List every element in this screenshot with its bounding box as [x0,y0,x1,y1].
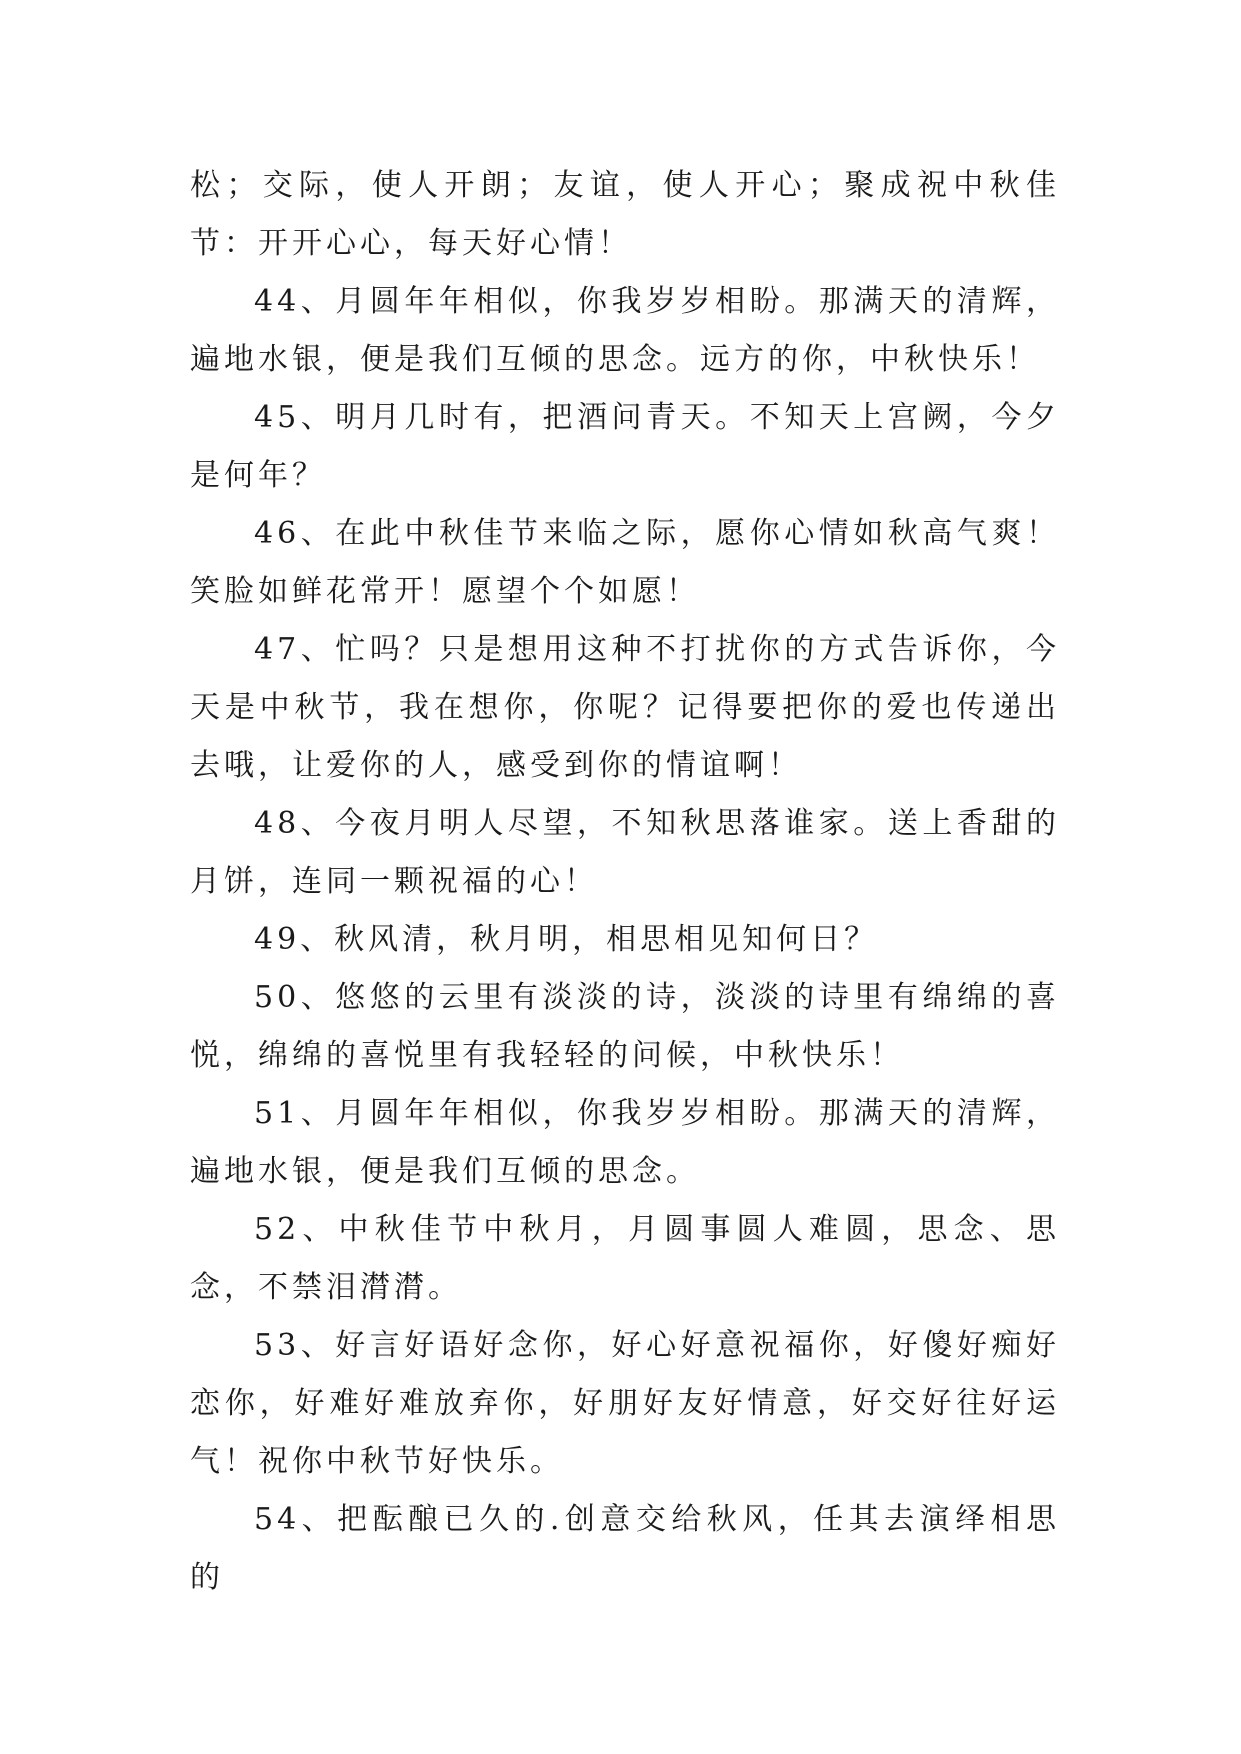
paragraph: 松；交际，使人开朗；友谊，使人开心；聚成祝中秋佳节：开开心心，每天好心情！ [190,168,1060,261]
paragraph: 51、月圆年年相似，你我岁岁相盼。那满天的清辉，遍地水银，便是我们互倾的思念。 [190,1096,1060,1189]
paragraph: 46、在此中秋佳节来临之际，愿你心情如秋高气爽！笑脸如鲜花常开！愿望个个如愿！ [190,516,1060,609]
paragraph: 45、明月几时有，把酒问青天。不知天上宫阙，今夕是何年？ [190,400,1060,493]
paragraph: 54、把酝酿已久的.创意交给秋风，任其去演绎相思的 [190,1502,1060,1595]
paragraph: 47、忙吗？只是想用这种不打扰你的方式告诉你，今天是中秋节，我在想你，你呢？记得要把你的爱也传递出去哦，让爱你的人，感受到你的情谊啊！ [190,632,1060,783]
document-body [190,157,1060,1607]
paragraph: 48、今夜月明人尽望，不知秋思落谁家。送上香甜的月饼，连同一颗祝福的心！ [190,806,1060,899]
paragraph: 49、秋风清，秋月明，相思相见知何日？ [254,922,879,957]
paragraph: 44、月圆年年相似，你我岁岁相盼。那满天的清辉，遍地水银，便是我们互倾的思念。远方的你，中秋快乐！ [190,284,1060,377]
paragraph: 52、中秋佳节中秋月，月圆事圆人难圆，思念、思念，不禁泪潸潸。 [190,1212,1060,1305]
paragraph: 53、好言好语好念你，好心好意祝福你，好傻好痴好恋你，好难好难放弃你，好朋好友好情意，好交好往好运气！祝你中秋节好快乐。 [190,1328,1060,1479]
paragraph: 50、悠悠的云里有淡淡的诗，淡淡的诗里有绵绵的喜悦，绵绵的喜悦里有我轻轻的问候，中秋快乐！ [190,980,1060,1073]
